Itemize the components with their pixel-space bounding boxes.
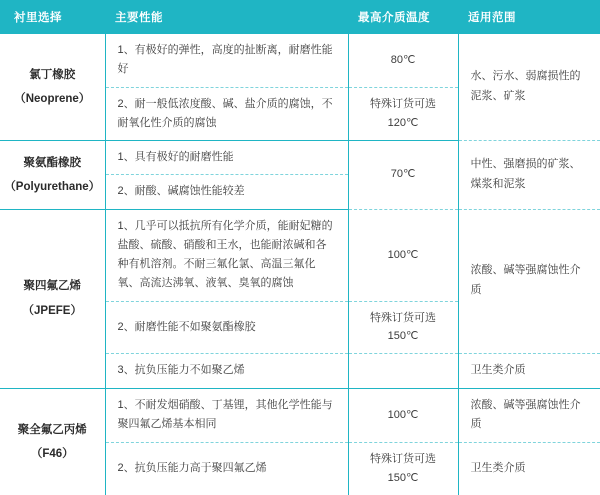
lining-material-name-en: （Neoprene） [14,93,91,105]
performance-description: 1、有极好的弹性，高度的扯断离，耐磨性能好 [105,34,348,87]
column-header-performance: 主要性能 [105,0,348,34]
max-temperature-value [348,209,458,301]
application-scope: 卫生类介质 [458,353,600,388]
lining-material-name-cn: 聚氨酯橡胶 [23,156,81,169]
temperature-value: 150℃ [387,471,419,484]
application-scope: 浓酸、碱等强腐蚀性介质 [458,388,600,443]
table-row [0,34,600,87]
max-temperature-value [348,34,458,87]
application-scope: 浓酸、碱等强腐蚀性介质 [458,209,600,353]
lining-material-name-en: （F46） [30,447,74,460]
application-scope: 卫生类介质 [458,443,600,495]
max-temperature-value [348,87,458,141]
lining-material-name [0,209,105,388]
table-row [0,388,600,443]
lining-material-name [0,34,105,141]
table-row [0,209,600,301]
temperature-value: 70℃ [390,168,416,181]
lining-material-name-en: （Polyurethane） [4,180,101,193]
performance-description: 2、耐一般低浓度酸、碱、盐介质的腐蚀，不耐氧化性介质的腐蚀 [105,87,348,141]
performance-description: 1、具有极好的耐磨性能 [105,141,348,175]
lining-material-name-cn: 聚全氟乙丙烯 [17,423,87,436]
table-body [0,34,600,495]
column-header-max-temperature: 最高介质温度 [348,0,458,34]
application-scope: 中性、强磨损的矿浆、煤浆和泥浆 [458,141,600,210]
performance-description: 1、几乎可以抵抗所有化学介质，能耐妃糖的盐酸、硫酸、硝酸和王水，也能耐浓碱和各种有机溶剂。不耐三氟化氯、高温三氟化氧、高流达沸氧、液氧、臭氧的腐蚀 [105,209,348,301]
performance-description: 1、不耐发烟硝酸、丁基锂，其他化学性能与聚四氟乙烯基本相同 [105,388,348,443]
temperature-note: 特殊订货可选 [370,453,436,466]
table-row [0,141,600,175]
performance-description: 2、耐酸、碱腐蚀性能较差 [105,175,348,209]
table-header-row [0,0,600,34]
max-temperature-value [348,141,458,210]
performance-description: 3、抗负压能力不如聚乙烯 [105,353,348,388]
temperature-value: 100℃ [387,409,419,422]
performance-description: 2、抗负压能力高于聚四氟乙烯 [105,443,348,495]
lining-material-name-cn: 氯丁橡胶 [29,68,76,81]
column-header-lining: 衬里选择 [0,0,105,34]
temperature-value: 100℃ [387,248,419,261]
temperature-note: 特殊订货可选 [370,98,436,111]
table-header [0,0,600,34]
temperature-value: 150℃ [387,330,419,343]
temperature-value: 80℃ [390,53,416,66]
lining-material-name-cn: 聚四氟乙烯 [23,280,81,293]
max-temperature-value [348,353,458,388]
performance-description: 2、耐磨性能不如聚氨酯橡胶 [105,301,348,353]
temperature-note: 特殊订货可选 [370,311,436,324]
lining-material-name [0,388,105,494]
lining-material-name-en: （JPEFE） [22,304,82,317]
lining-material-name [0,141,105,210]
temperature-value: 120℃ [387,116,419,129]
application-scope: 水、污水、弱腐损性的泥浆、矿浆 [458,34,600,141]
max-temperature-value [348,443,458,495]
max-temperature-value [348,388,458,443]
column-header-application: 适用范围 [458,0,600,34]
max-temperature-value [348,301,458,353]
